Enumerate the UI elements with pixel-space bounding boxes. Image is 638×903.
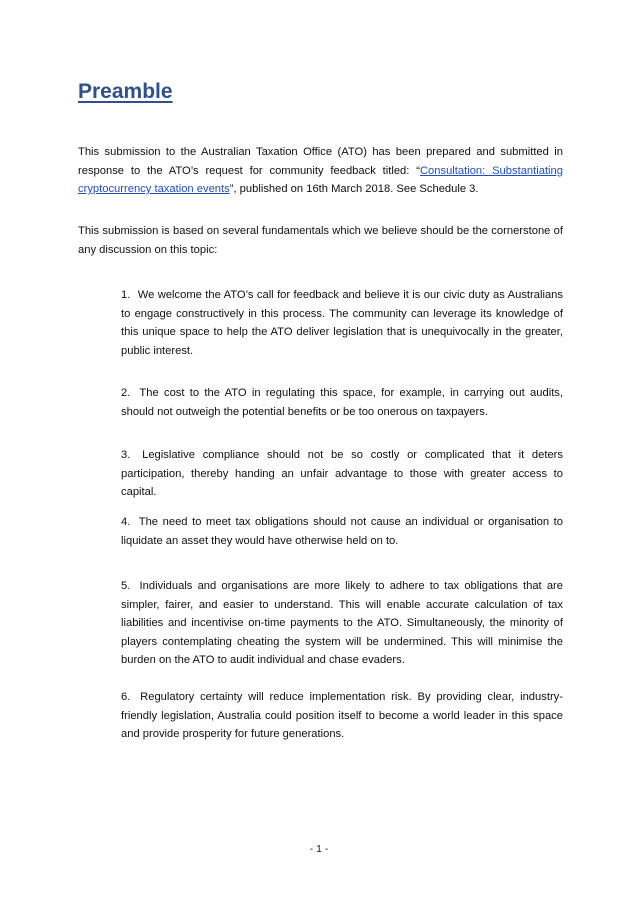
list-item <box>121 384 563 421</box>
list-item <box>121 513 563 550</box>
intro-text-before-link: This submission to the Australian Taxation Office (ATO) has been prepared and submitted in response to the ATO’s request for community feedback titled: “ <box>78 146 563 177</box>
list-item-text: The cost to the ATO in regulating this space, for example, in carrying out audits, should not outweigh the potential benefits or be too onerous on taxpayers. <box>121 387 564 418</box>
list-item-text: We welcome the ATO’s call for feedback and believe it is our civic duty as Australians to engage constructively in this process. The community can leverage its knowledge of this unique space to help the ATO deliver legislation that is unequivocally in the greater, public interest. <box>121 289 563 357</box>
list-item <box>121 688 563 744</box>
list-item-number: 5. <box>121 580 131 592</box>
list-item-text: Regulatory certainty will reduce implementation risk. By providing clear, industry-friendly legislation, Australia could position itself to become a world leader in this space and provide prosperity for future generations. <box>121 691 563 740</box>
page-title: Preamble <box>78 80 173 103</box>
consultation-link[interactable]: Consultation: Substantiating cryptocurrency taxation events <box>78 164 563 195</box>
list-item <box>121 446 563 502</box>
intro-text-after-link: ”, published on 16th March 2018. See Schedule 3. <box>229 183 479 195</box>
intro-paragraph <box>78 143 563 199</box>
list-item-text: The need to meet tax obligations should not cause an individual or organisation to liquidate an asset they would have otherwise held on to. <box>121 516 563 547</box>
fundamentals-intro-paragraph: This submission is based on several fundamentals which we believe should be the cornerstone of any discussion on this topic: <box>78 225 563 256</box>
list-item-text: Individuals and organisations are more likely to adhere to tax obligations that are simpler, fairer, and easier to understand. This will enable accurate calculation of tax liabilities and incentivise on-time payments to the ATO. Simultaneously, the minority of players contemplating cheating the system will be undermined. This will minimise the burden on the ATO to audit individual and chase evaders. <box>121 580 564 666</box>
list-item <box>121 577 563 670</box>
page-number: - 1 - <box>309 843 329 855</box>
list-item-number: 2. <box>121 387 131 399</box>
list-item-text: Legislative compliance should not be so costly or complicated that it deters participation, thereby handing an unfair advantage to those with greater access to capital. <box>121 449 564 498</box>
list-item-number: 6. <box>121 691 131 703</box>
list-item <box>121 286 563 360</box>
list-item-number: 4. <box>121 516 131 528</box>
list-item-number: 3. <box>121 449 131 461</box>
list-item-number: 1. <box>121 289 131 301</box>
